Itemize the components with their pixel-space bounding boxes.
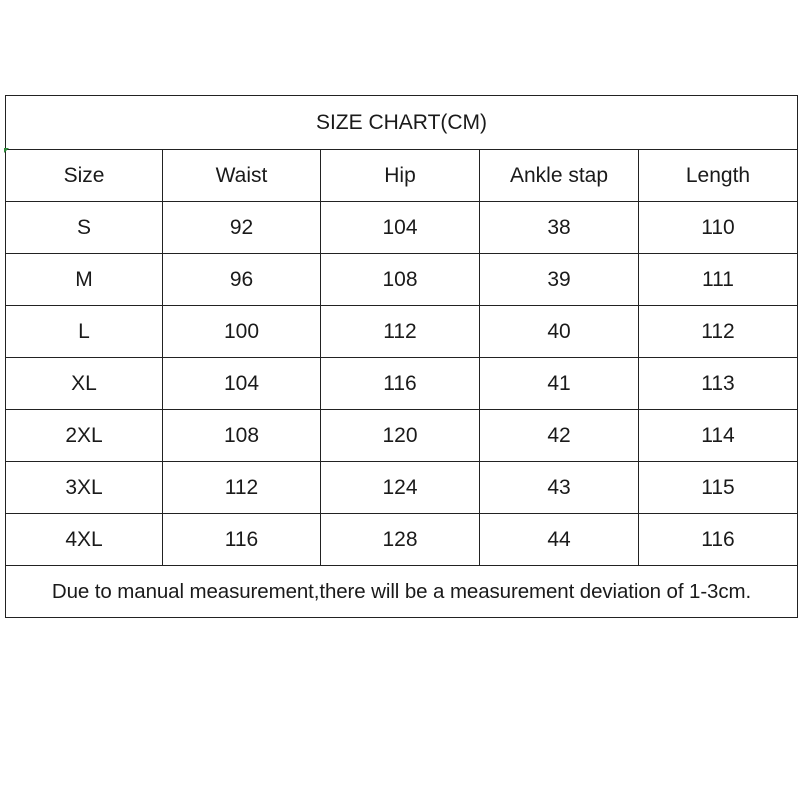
table-cell-hip: 112 — [321, 306, 480, 358]
size-chart-table — [5, 95, 798, 618]
table-cell-length: 110 — [639, 202, 798, 254]
column-header-length: Length — [639, 150, 798, 202]
table-row — [6, 254, 798, 306]
table-row — [6, 358, 798, 410]
table-title: SIZE CHART(CM) — [6, 96, 798, 150]
table-cell-size: 3XL — [6, 462, 163, 514]
table-cell-waist: 104 — [163, 358, 321, 410]
column-header-hip: Hip — [321, 150, 480, 202]
table-cell-waist: 92 — [163, 202, 321, 254]
table-cell-ankle-stap: 44 — [480, 514, 639, 566]
title-row — [6, 96, 798, 150]
table-row — [6, 410, 798, 462]
table-cell-ankle-stap: 39 — [480, 254, 639, 306]
table-cell-size: 2XL — [6, 410, 163, 462]
table-cell-size: S — [6, 202, 163, 254]
table-cell-size: 4XL — [6, 514, 163, 566]
table-cell-length: 113 — [639, 358, 798, 410]
table-cell-hip: 104 — [321, 202, 480, 254]
table-row — [6, 202, 798, 254]
table-cell-length: 114 — [639, 410, 798, 462]
table-cell-ankle-stap: 38 — [480, 202, 639, 254]
table-cell-length: 111 — [639, 254, 798, 306]
table-cell-size: XL — [6, 358, 163, 410]
column-header-waist: Waist — [163, 150, 321, 202]
table-cell-ankle-stap: 43 — [480, 462, 639, 514]
table-cell-waist: 116 — [163, 514, 321, 566]
measurement-note: Due to manual measurement,there will be a measurement deviation of 1-3cm. — [6, 566, 798, 618]
table-cell-waist: 108 — [163, 410, 321, 462]
table-cell-ankle-stap: 42 — [480, 410, 639, 462]
table-row — [6, 306, 798, 358]
table-row — [6, 514, 798, 566]
column-header-ankle-stap: Ankle stap — [480, 150, 639, 202]
table-cell-ankle-stap: 40 — [480, 306, 639, 358]
table-cell-waist: 100 — [163, 306, 321, 358]
table-cell-ankle-stap: 41 — [480, 358, 639, 410]
table-cell-length: 116 — [639, 514, 798, 566]
table-cell-hip: 116 — [321, 358, 480, 410]
column-header-size: Size — [6, 150, 163, 202]
table-cell-hip: 124 — [321, 462, 480, 514]
table-cell-size: M — [6, 254, 163, 306]
table-cell-waist: 96 — [163, 254, 321, 306]
table-cell-length: 112 — [639, 306, 798, 358]
table-row — [6, 462, 798, 514]
table-cell-waist: 112 — [163, 462, 321, 514]
table-cell-hip: 128 — [321, 514, 480, 566]
table-cell-hip: 120 — [321, 410, 480, 462]
note-row — [6, 566, 798, 618]
header-row — [6, 150, 798, 202]
table-cell-hip: 108 — [321, 254, 480, 306]
table-cell-size: L — [6, 306, 163, 358]
table-cell-length: 115 — [639, 462, 798, 514]
